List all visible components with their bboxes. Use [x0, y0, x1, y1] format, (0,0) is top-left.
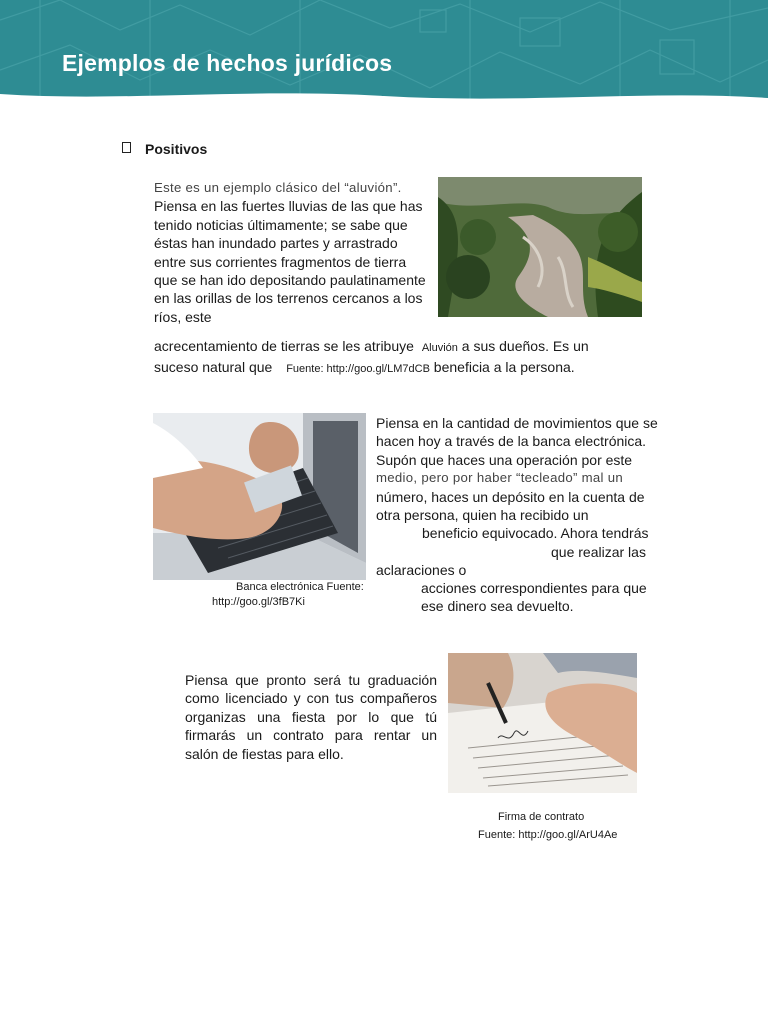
example2-line9: aclaraciones o — [376, 562, 467, 578]
example1-line9 — [154, 337, 589, 357]
laptop-photo — [153, 413, 366, 580]
example2-line: otra persona, quien ha recibido un — [376, 507, 589, 524]
square-bullet-icon — [122, 142, 131, 153]
example3-paragraph: Piensa que pronto será tu graduación como licenciado y con tus compañeros organizas una fiesta por lo que tú firmarás un contrato para rentar un salón de fiestas para ello. — [185, 672, 437, 762]
example1-line10 — [154, 358, 575, 378]
example2-line11: ese dinero sea devuelto. — [421, 598, 574, 614]
example1-line: tenido noticias últimamente; se sabe que — [154, 216, 408, 233]
example2-line7: beneficio equivocado. Ahora tendrás — [422, 525, 649, 541]
contract-source: Fuente: http://goo.gl/ArU4Ae — [478, 829, 618, 841]
example2-line: hacen hoy a través de la banca electrónica. — [376, 433, 647, 450]
example1-line: Piensa en las fuertes lluvias de las que has — [154, 198, 423, 215]
example1-line10-a: suceso natural que — [154, 359, 273, 375]
example1-line9-a: acrecentamiento de tierras se les atribuye — [154, 338, 414, 354]
example2-line8: que realizar las — [551, 544, 646, 560]
river-photo — [438, 177, 642, 317]
section-heading — [122, 140, 207, 158]
aluvion-source: Fuente: http://goo.gl/LM7dCB — [286, 363, 430, 375]
example1-text — [154, 179, 426, 326]
page-title: Ejemplos de hechos jurídicos — [62, 50, 393, 76]
example1-line: que se han ido depositando paulatinamente — [154, 272, 426, 289]
contract-caption: Firma de contrato — [498, 811, 585, 823]
example1-line: en las orillas de los terrenos cercanos a los — [154, 290, 423, 307]
header-banner — [0, 0, 768, 104]
section-label: Positivos — [145, 140, 208, 157]
example1-line: ríos, este — [154, 308, 212, 325]
banner-wave — [0, 88, 768, 104]
aluvion-caption: Aluvión — [421, 342, 458, 354]
example1-line: Este es un ejemplo clásico del “aluvión”. — [154, 180, 402, 195]
example2-line10: acciones correspondientes para que — [421, 580, 647, 596]
example2-text — [376, 414, 658, 524]
laptop-source: http://goo.gl/3fB7Ki — [212, 596, 305, 608]
example1-line: éstas han inundado partes y arrastrado — [154, 235, 398, 252]
contract-photo — [448, 653, 637, 793]
example1-line9-b: a sus dueños. Es un — [461, 338, 589, 354]
example2-line: Supón que haces una operación por este — [376, 451, 633, 468]
example2-line: número, haces un depósito en la cuenta de — [376, 488, 645, 505]
example2-line: Piensa en la cantidad de movimientos que se — [376, 415, 658, 431]
example1-line: entre sus corrientes fragmentos de tierra — [154, 253, 407, 270]
example1-line10-b: beneficia a la persona. — [433, 359, 575, 375]
laptop-caption: Banca electrónica Fuente: — [236, 581, 364, 593]
example2-line: medio, pero por haber “tecleado” mal un — [376, 470, 624, 486]
